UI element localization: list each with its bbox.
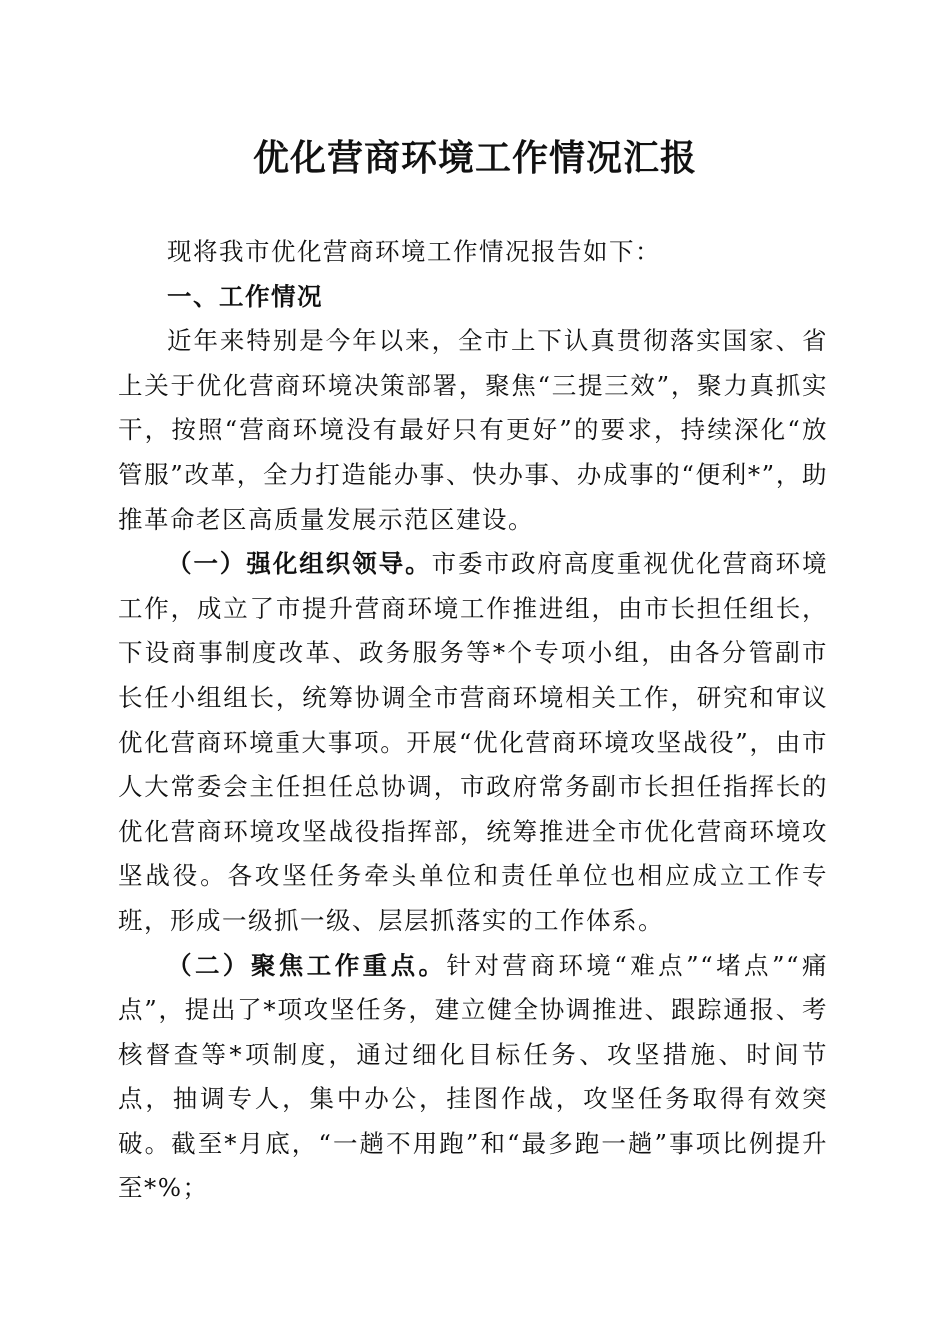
paragraph-organization [118, 542, 828, 943]
paragraph-body: 市委市政府高度重视优化营商环境工作，成立了市提升营商环境工作推进组，由市长担任组长，下设商事制度改革、政务服务等*个专项小组，由各分管副市长任小组组长，统筹协调全市营商环境相关工作，研究和审议优化营商环境重大事项。开展“优化营商环境攻坚战役”，由市人大常委会主任担任总协调，市政府常务副市长担任指挥长的优化营商环境攻坚战役指挥部，统筹推进全市优化营商环境攻坚战役。各攻坚任务牵头单位和责任单位也相应成立工作专班，形成一级抓一级、层层抓落实的工作体系。 [118, 549, 829, 935]
paragraph-overview: 近年来特别是今年以来，全市上下认真贯彻落实国家、省上关于优化营商环境决策部署，聚焦“三提三效”，聚力真抓实干，按照“营商环境没有最好只有更好”的要求，持续深化“放管服”改革，全力打造能办事、快办事、办成事的“便利*”，助推革命老区高质量发展示范区建设。 [118, 326, 828, 534]
intro-paragraph: 现将我市优化营商环境工作情况报告如下： [167, 237, 661, 266]
section-heading: 一、工作情况 [167, 281, 323, 311]
paragraph-body: 针对营商环境“难点”“堵点”“痛点”，提出了*项攻坚任务，建立健全协调推进、跟踪通报、考核督查等*项制度，通过细化目标任务、攻坚措施、时间节点，抽调专人，集中办公，挂图作战，攻坚任务取得有效突破。截至*月底，“一趟不用跑”和“最多跑一趟”事项比例提升至*%； [118, 950, 829, 1203]
paragraph-lead: （二）聚焦工作重点。 [167, 950, 447, 980]
paragraph-focus [118, 944, 828, 1212]
document-title: 优化营商环境工作情况汇报 [252, 137, 697, 179]
document-body [118, 230, 828, 1211]
paragraph-lead: （一）强化组织领导。 [167, 549, 432, 579]
